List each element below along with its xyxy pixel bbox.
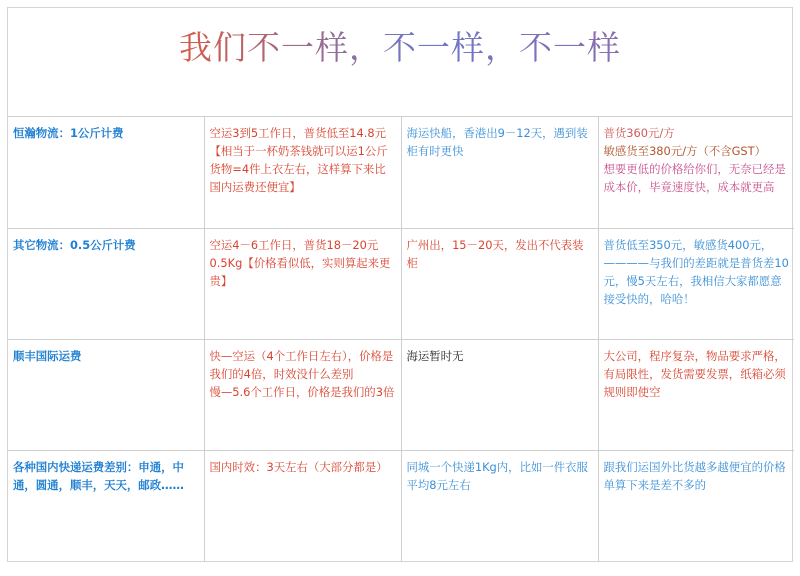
price-text: 跟我们运国外比货越多越便宜的价格单算下来是差不多的 — [603, 459, 786, 492]
air-text: 空运4－6工作日，普货18－20元 — [209, 237, 379, 252]
sea-text: 海运快船，香港出9－12天，遇到装柜有时更快 — [406, 126, 588, 158]
price-text: 普货低至350元，敏感货400元， — [603, 237, 773, 252]
sea-cell — [401, 228, 598, 339]
price-cell — [598, 339, 794, 450]
price-cell — [598, 228, 794, 339]
sea-cell — [401, 339, 598, 450]
price-text: 普货360元/方 — [603, 126, 675, 140]
sea-text: 海运暂时无 — [406, 348, 464, 363]
air-cell — [204, 339, 401, 450]
category-cell — [8, 228, 204, 339]
category-cell — [8, 450, 204, 562]
price-cell — [598, 450, 794, 562]
table-row — [8, 339, 794, 450]
price-text: 大公司，程序复杂，物品要求严格，有局限性，发货需要发票，纸箱必须规则即使空 — [603, 348, 786, 399]
air-note: 【相当于一杯奶茶钱就可以运1公斤货物=4件上衣左右，这样算下来比国内运费还便宜】 — [209, 144, 388, 194]
air-cell — [204, 117, 401, 228]
page — [7, 7, 793, 562]
category-cell — [8, 117, 204, 228]
category-cell — [8, 339, 204, 450]
page-title: 我们不一样，不一样，不一样 — [179, 22, 621, 116]
air-note: 慢—5.6个工作日，价格是我们的3倍 — [209, 384, 395, 399]
price-note: 想要更低的价格给你们，无奈已经是成本价，毕竟速度快，成本就更高 — [603, 162, 786, 194]
sea-text: 同城一个快递1Kg内，比如一件衣服平均8元左右 — [406, 459, 588, 492]
price-cell — [598, 117, 794, 228]
table-row — [8, 228, 794, 339]
air-text: 快—空运（4个工作日左右），价格是我们的4倍，时效没什么差别 — [209, 348, 394, 381]
air-text: 国内时效：3天左右（大部分都是） — [209, 459, 388, 474]
title-area — [8, 8, 792, 117]
category-label: 恒瀚物流：1公斤计费 — [13, 126, 124, 140]
sea-cell — [401, 450, 598, 562]
sea-text: 广州出，15－20天，发出不代表装柜 — [406, 237, 584, 270]
sea-cell — [401, 117, 598, 228]
comparison-table — [8, 117, 794, 562]
table-row — [8, 117, 794, 228]
air-cell — [204, 228, 401, 339]
air-cell — [204, 450, 401, 562]
air-text: 空运3到5工作日，普货低至14.8元 — [209, 126, 387, 140]
category-label: 其它物流：0.5公斤计费 — [13, 237, 136, 252]
table-row — [8, 450, 794, 562]
category-label: 顺丰国际运费 — [13, 348, 82, 363]
price-text: 敏感货至380元/方（不含GST） — [603, 144, 767, 158]
category-label: 各种国内快递运费差别：申通，中通，圆通，顺丰，天天，邮政…… — [13, 459, 184, 492]
air-note: 0.5Kg【价格看似低，实则算起来更贵】 — [209, 255, 391, 288]
price-note: ————与我们的差距就是普货差10元，慢5天左右，我相信大家都愿意接受快的，哈哈！ — [603, 255, 789, 306]
